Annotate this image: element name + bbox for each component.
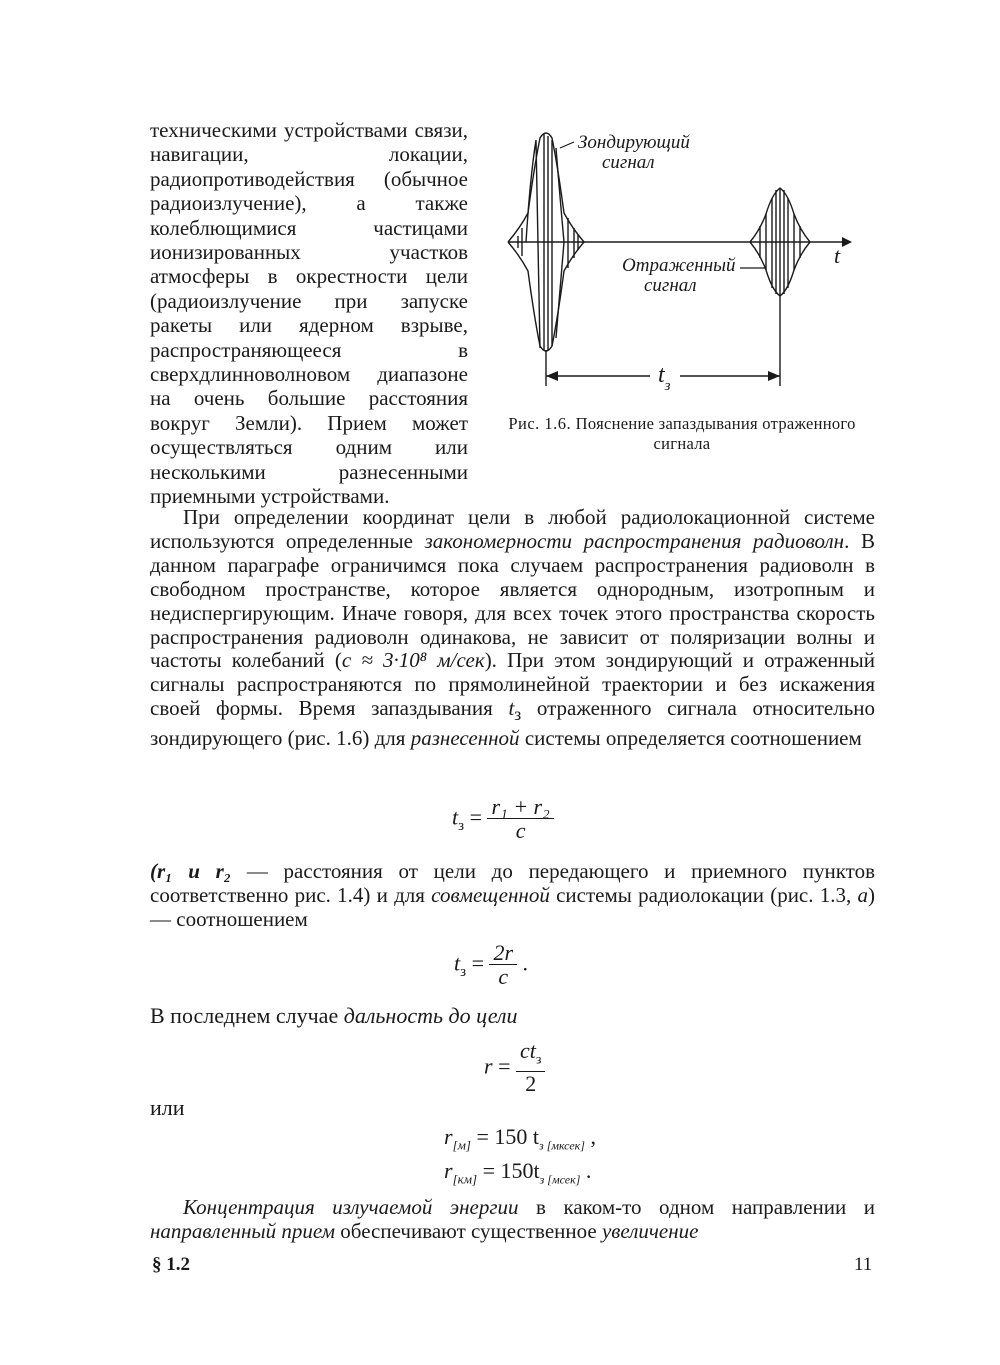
probe-leader <box>560 142 574 148</box>
p2-text-d: системы радиолокации (рис. 1.3, <box>549 882 858 907</box>
figure-caption-number: Рис. 1.6. <box>508 414 572 433</box>
signal-diagram <box>490 118 880 418</box>
word-or: или <box>150 1095 185 1120</box>
paragraph-4 <box>150 1196 875 1244</box>
time-axis-label: t <box>834 243 841 268</box>
wrapped-paragraph <box>150 118 468 509</box>
p2-emphasis-monostatic: совмещенной <box>431 882 550 907</box>
fraction: $\frac{2r}{c}$ <box>489 942 517 989</box>
p1-text-g: отраженного сигнала относительно зондирующего (рис. 1.6) для <box>150 696 876 751</box>
formula-range: r = $\frac{ct_з}{2}$ <box>484 1040 545 1096</box>
paragraph-3 <box>150 1004 875 1028</box>
paragraph-2 <box>150 860 875 932</box>
p1-text-a: При определении координат цели в любой радиолокационной системе используются определенные <box>150 505 875 553</box>
figure-1-6 <box>490 118 880 458</box>
p3-emphasis-range: дальность до цели <box>343 1003 518 1028</box>
probe-label-line2: сигнал <box>602 152 655 173</box>
p4-emphasis-directed: направленный прием <box>150 1218 336 1243</box>
p4-emphasis-concentration: Концентрация излучаемой энергии <box>183 1195 519 1219</box>
figure-caption-text: Пояснение запаздывания отраженного сигнала <box>575 414 856 453</box>
formula-range-km: $r_{[км]} = 150t_{з [мсек]}$ . <box>444 1158 592 1187</box>
time-axis-arrow <box>842 237 852 247</box>
section-marker: § 1.2 <box>152 1254 190 1275</box>
reflected-label-line2: сигнал <box>644 275 697 296</box>
figure-caption <box>490 414 874 454</box>
page-number: 11 <box>854 1254 873 1275</box>
p4-emphasis-increase: увеличение <box>601 1218 699 1243</box>
p1-emphasis-spaced: разнесенной <box>410 726 520 751</box>
p2-text-f: ) — соотношением <box>150 882 875 931</box>
paragraph-1 <box>150 506 875 751</box>
formula-monostatic-delay: $t_з$ = $\frac{2r}{c}$ . <box>454 940 529 989</box>
p1-delay-symbol: t <box>508 696 515 721</box>
p4-text-b: в каком-то одном направлении и <box>518 1195 875 1219</box>
p1-speed-of-light: c ≈ 3·10⁸ м/сек <box>341 648 485 673</box>
fraction: $\frac{\text{r₁ + r₂}}{c}$ <box>487 796 553 843</box>
p1-text-c: . В данном параграфе ограничимся пока случаем распространения радиоволн в свободном пространстве, которое является однородным, изотропным и недиспергирующим. Иначе говоря, для всех точек этого пространства скорость распространения радиоволн одинакова, не зависит от поляризации волны и частоты колебаний ( <box>150 528 875 673</box>
wrapped-paragraph-text: техническими устройствами связи, навигации, локации, радиопротиводействия (обычное радиоизлучение), а также колеблющимися частицами ионизированных участков атмосферы в окрестности цели (радиоизлучение при запуске ракеты или ядерном взрыве, распространяющееся в сверхдлинноволновом диапазоне на очень большие расстояния вокруг Земли). Прием может осуществляться одним или несколькими разнесенными приемными устройствами. <box>150 118 468 509</box>
p2-fig-letter: а <box>857 882 868 907</box>
p1-text-i: системы определяется соотношением <box>519 726 862 751</box>
p1-text-e: ). При этом зондирующий и отраженный сигналы распространяются по прямолинейной траектории и без искажения своей формы. Время запаздывания <box>150 648 875 721</box>
p4-text-d: обеспечивают существенное <box>335 1218 602 1243</box>
p1-delay-sub: з <box>514 704 522 725</box>
delay-arrowhead-right <box>768 371 780 381</box>
probe-label-line1: Зондирующий <box>578 132 690 153</box>
delay-label: $t_з$ <box>658 362 671 394</box>
delay-arrowhead-left <box>546 371 558 381</box>
fraction: $\frac{ct_з}{2}$ <box>516 1040 545 1096</box>
p1-emphasis-propagation: закономерности распространения радиоволн <box>424 528 845 553</box>
p2-text-b: — расстояния от цели до передающего и приемного пунктов соответственно рис. 1.4) и для <box>150 859 875 907</box>
p2-symbols: (r₁ и r₂ <box>150 859 232 883</box>
reflected-label-line1: Отраженный <box>622 255 736 276</box>
formula-bistatic-delay: $t_з$ = $\frac{\text{r₁ + r₂}}{c}$ <box>452 796 554 843</box>
p3-text-a: В последнем случае <box>150 1003 344 1028</box>
formula-range-meters: $r_{[м]} = 150$ $t_{з [мксек]}$ , <box>444 1124 596 1153</box>
